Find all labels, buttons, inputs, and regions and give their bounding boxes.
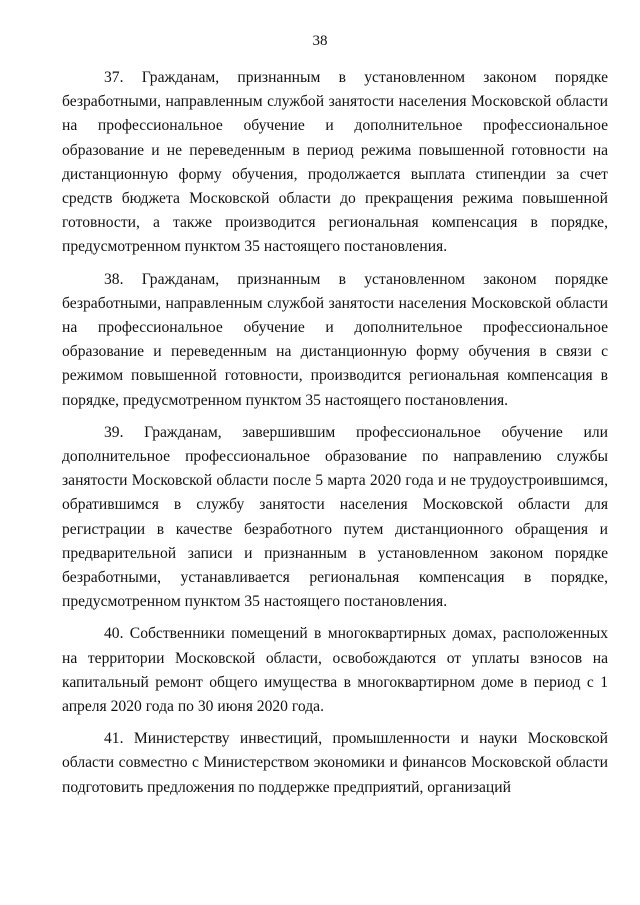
document-body xyxy=(62,66,608,800)
paragraph-37: 37. Гражданам, признанным в установленном законом порядке безработными, направленным службой занятости населения Московской области на профессиональное обучение и дополнительное профессиональное образование и не переведенным в период режима повышенной готовности на дистанционную форму обучения, продолжается выплата стипендии за счет средств бюджета Московской области до прекращения режима повышенной готовности, а также производится региональная компенсация в порядке, предусмотренном пунктом 35 настоящего постановления. xyxy=(62,69,608,256)
page-number: 38 xyxy=(312,33,328,49)
paragraph-39: 39. Гражданам, завершившим профессиональное обучение или дополнительное профессиональное образование по направлению службы занятости Московской области после 5 марта 2020 года и не трудоустроившимся, обратившимся в службу занятости населения Московской области для регистрации в качестве безработного путем дистанционного обращения и предварительной записи и признанным в установленном законом порядке безработными, устанавливается региональная компенсация в порядке, предусмотренном пунктом 35 настоящего постановления. xyxy=(62,423,608,611)
paragraph-40: 40. Собственники помещений в многоквартирных домах, расположенных на территории Московской области, освобождаются от уплаты взносов на капитальный ремонт общего имущества в многоквартирном доме в период с 1 апреля 2020 года по 30 июня 2020 года. xyxy=(62,625,608,716)
paragraph-38: 38. Гражданам, признанным в установленном законом порядке безработными, направленным службой занятости населения Московской области на профессиональное обучение и дополнительное профессиональное образование и переведенным на дистанционную форму обучения в связи с режимом повышенной готовности, производится региональная компенсация в порядке, предусмотренном пунктом 35 настоящего постановления. xyxy=(62,270,608,409)
paragraph-41: 41. Министерству инвестиций, промышленности и науки Московской области совместно с Министерством экономики и финансов Московской области подготовить предложения по поддержке предприятий, организаций xyxy=(62,730,608,796)
